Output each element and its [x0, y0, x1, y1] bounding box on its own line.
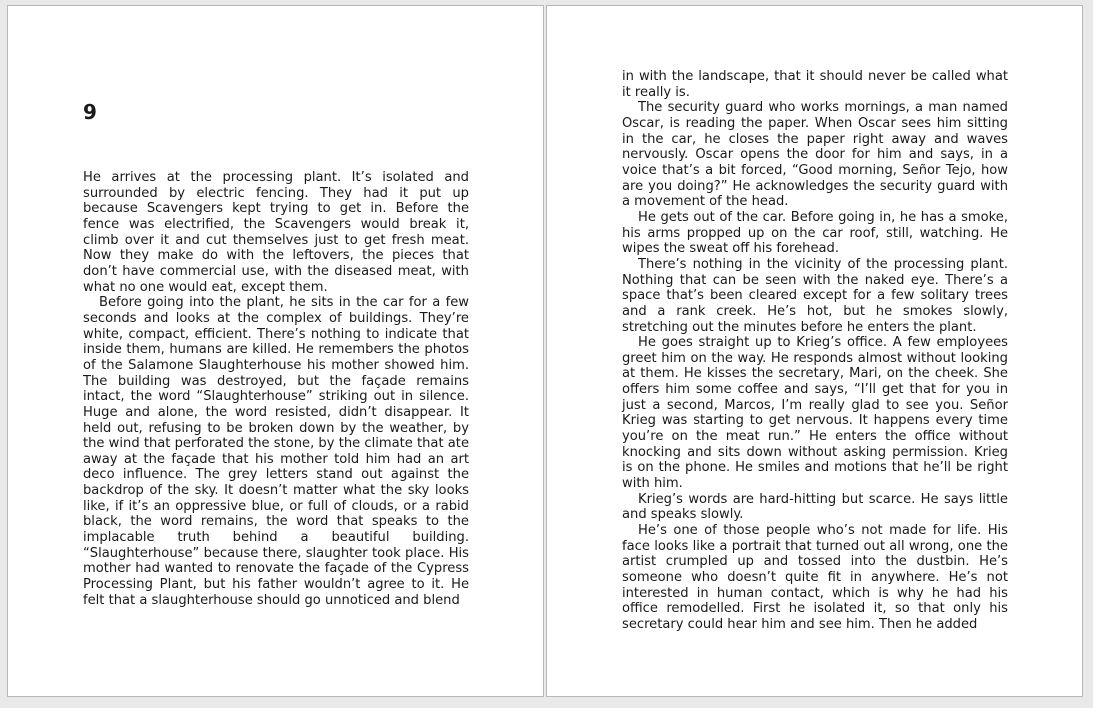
paragraph: Krieg’s words are hard-hitting but scarce. He says little and speaks slowly.: [622, 491, 1008, 523]
paragraph: Before going into the plant, he sits in the car for a few seconds and looks at the complex of buildings. They’re white, compact, efficient. There’s nothing to indicate that inside them, humans are killed. He remembers the photos of the Salamone Slaughterhouse his mother showed him. The building was destroyed, but the façade remains intact, the word “Slaughterhouse” striking out in silence. Huge and alone, the word resisted, didn’t disappear. It held out, refusing to be broken down by the weather, by the wind that perforated the stone, by the climate that ate away at the façade that his mother told him had an art deco influence. The grey letters stand out against the backdrop of the sky. It doesn’t matter what the sky looks like, if it’s an oppressive blue, or full of clouds, or a rabid black, the word remains, the word that speaks to the implacable truth behind a beautiful building. “Slaughterhouse” because there, slaughter took place. His mother had wanted to renovate the façade of the Cypress Processing Plant, but his father wouldn’t agree to it. He felt that a slaughterhouse should go unnoticed and blend: [83, 295, 469, 608]
paragraph: He arrives at the processing plant. It’s isolated and surrounded by electric fencing. They had it put up because Scavengers kept trying to get in. Before the fence was electrified, the Scavengers would break it, climb over it and cut themselves just to get fresh meat. Now they make do with the leftovers, the pieces that don’t have commercial use, with the diseased meat, with what no one would eat, except them.: [83, 170, 469, 295]
right-page: [546, 5, 1083, 697]
right-page-text: [622, 69, 1008, 633]
paragraph: He gets out of the car. Before going in, he has a smoke, his arms propped up on the car roof, still, watching. He wipes the sweat off his forehead.: [622, 209, 1008, 257]
paragraph: The security guard who works mornings, a man named Oscar, is reading the paper. When Oscar sees him sitting in the car, he closes the paper right away and waves nervously. Oscar opens the door for him and says, in a voice that’s a bit forced, “Good morning, Señor Tejo, how are you doing?” He acknowledges the security guard with a movement of the head.: [622, 100, 1008, 210]
paragraph: He’s one of those people who’s not made for life. His face looks like a portrait that turned out all wrong, one the artist crumpled up and tossed into the dustbin. He’s someone who doesn’t quite fit in anywhere. He’s not interested in human contact, which is why he had his office remodelled. First he isolated it, so that only his secretary could hear him and see him. Then he added: [622, 523, 1008, 632]
paragraph: There’s nothing in the vicinity of the processing plant. Nothing that can be seen with the naked eye. There’s a space that’s been cleared except for a few solitary trees and a rank creek. He’s hot, but he smokes slowly, stretching out the minutes before he enters the plant.: [622, 256, 1008, 335]
paragraph: He goes straight up to Krieg’s office. A few employees greet him on the way. He responds almost without looking at them. He kisses the secretary, Mari, on the cheek. She offers him some coffee and says, “I’ll get that for you in just a second, Marcos, I’m really glad to see you. Señor Krieg was starting to get nervous. It happens every time you’re on the meat run.” He enters the office without knocking and sits down without asking permission. Krieg is on the phone. He smiles and motions that he’ll be right with him.: [622, 335, 1008, 492]
paragraph: in with the landscape, that it should never be called what it really is.: [622, 69, 1008, 100]
left-page-text: [83, 170, 469, 608]
chapter-number: 9: [83, 100, 97, 124]
left-page: [7, 5, 544, 697]
